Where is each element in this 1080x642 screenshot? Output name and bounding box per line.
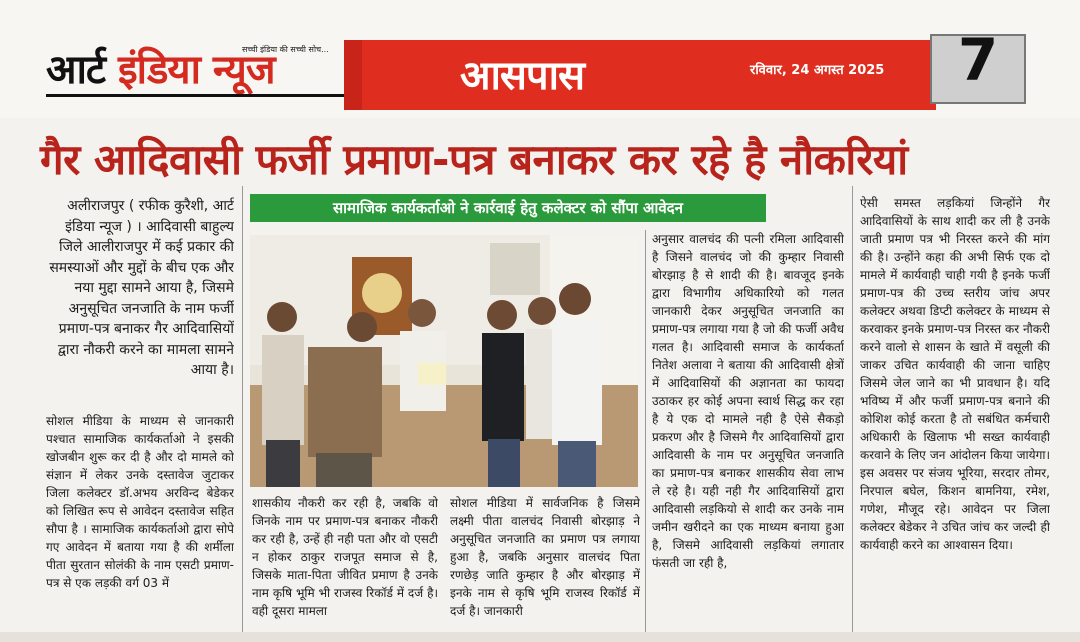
column-divider	[645, 230, 646, 640]
logo-word-art: आर्ट	[46, 47, 106, 93]
article-column-3: सोशल मीडिया में सार्वजनिक है जिसमे लक्ष्मी पीता वालचंद निवासी बोरझाड़ ने अनुसूचित जनजाति का प्रमाण पत्र लगाया हुआ है, जबकि अनुसार वालचंद पिता रणछेड़ जाति कुम्हार है और बोरझाड़ में इनके नाम से कृषि भूमि राजस्व रिकॉर्ड में दर्ज है। जानकारी	[450, 496, 640, 618]
article-column-1: सोशल मीडिया के माध्यम से जानकारी पश्चात सामाजिक कार्यकर्ताओ ने इसकी खोजबीन शुरू कर दी है और दो मामले को संज्ञान में लेकर उनके दस्तावेज जुटाकर जिला कलेक्टर डॉ.अभय अरविन्द बेडेकर को लिखित रूप से आवेदन दस्तावेज सहित सौपा है । सामाजिक कार्यकर्ताओ द्वारा सोपे गए आवेदन में बताया गया है की शर्मीला पीता सुरतान सोलंकी के नाम एसटी प्रमाण-पत्र से एक लड़की वर्ग 03 में	[46, 414, 234, 590]
newspaper-logo[interactable]	[46, 38, 346, 108]
article-subheadline: सामाजिक कार्यकर्ताओ ने कार्रवाई हेतु कलेक्टर को सौंपा आवेदन	[250, 194, 766, 222]
logo-word-india-news: इंडिया न्यूज	[117, 47, 275, 93]
article-lead: अलीराजपुर ( रफीक कुरैशी, आर्ट इंडिया न्यूज ) । आदिवासी बाहुल्य जिले आलीराजपुर में कई प्रकार की समस्याओं और मुद्दों के बीच एक और नया मुद्दा सामने आया है, जिसमे अनुसूचित जनजाति के नाम फर्जी प्रमाण-पत्र बनाकर गैर आदिवासियों द्वारा नौकरी करने का मामला सामने आया है।	[49, 198, 234, 378]
column-divider	[242, 186, 243, 640]
logo-tagline: सच्ची इंडिया की सच्ची सोच...	[242, 45, 329, 54]
column-divider	[852, 186, 853, 640]
issue-date: रविवार, 24 अगस्त 2025	[750, 63, 885, 78]
logo-title	[46, 40, 275, 95]
page-number: 7	[957, 26, 999, 94]
logo-underline	[46, 94, 346, 97]
section-banner-edge	[344, 40, 362, 110]
article-column-4: अनुसार वालचंद की पत्नी रमिला आदिवासी है जिसने वालचंद जो की कुम्हार निवासी बोरझाड़ है से शादी की है। बावजूद इनके द्वारा विभागीय अधिकारियो को गलत जानकारी देकर अनुसूचित जनजाति का प्रमाण-पत्र लगाया गया है जो की फर्जी अवैध गलत है। आदिवासी समाज के कार्यकर्ता नितेश अलावा ने बताया की आदिवासी क्षेत्रों में आदिवासियों की अज्ञानता का फायदा उठाकर हर कोई अपना स्वार्थ सिद्ध कर रहा है ये एक दो मामले नही है ऐसे सैकड़ो प्रकरण और है जिसमे गैर आदिवासियों द्वारा आदिवासी के नाम पर अनुसूचित जनजाति का प्रमाण-पत्र बनाकर शासकीय सेवा लाभ ले रहे है। यही नही गैर आदिवासियों द्वारा आदिवासी लड़कियो से शादी कर उनके नाम जमीन खरीदने का एक माध्यम बनाया हुआ है, जिसमे आदिवासी लड़कियां लगातार फंसती जा रही है,	[652, 232, 844, 570]
article-photo[interactable]	[250, 235, 638, 487]
wall-emblem	[362, 273, 402, 313]
photo-illustration	[250, 235, 638, 487]
section-title: आसपास	[460, 53, 585, 99]
article-column-2: शासकीय नौकरी कर रही है, जबकि वो जिनके नाम पर प्रमाण-पत्र बनाकर नौकरी कर रही है, उन्हें ही नही पता और वो एसटी न होकर ठाकुर राजपूत समाज से है, जिसके माता-पिता जीवित प्रमाण है उनके नाम कृषि भूमि भी राजस्व रिकॉर्ड में दर्ज है। वही दूसरा मामला	[252, 496, 438, 618]
article-column-5: ऐसी समस्त लड़कियां जिन्होंने गैर आदिवासियों के साथ शादी कर ली है उनके जाती प्रमाण पत्र भी निरस्त करने की मांग की है। उन्होंने कहा की अभी सिर्फ एक दो मामले में कार्यवाही चाही गयी है इनके फर्जी प्रमाण-पत्र की उच्च स्तरीय जांच अपर कलेक्टर अथवा डिप्टी कलेक्टर के माध्यम से करवाकर इनके प्रमाण-पत्र निरस्त कर नौकरी करने वालो से शासन के खाते में वसूली की जाकर उचित कार्यवाही की जाना चाहिए जिसमे जेल जाने का भी प्रावधान है। यदि भविष्य में और फर्जी प्रमाण-पत्र बनाने की कोशिश कोई करता है तो सबंधित कर्मचारी अधिकारी के खिलाफ भी सख्त कार्यवाही करवाने के लिए जन आंदोलन किया जायेगा। इस अवसर पर संजय भूरिया, सरदार तोमर, निरपाल बघेल, किशन बामनिया, रमेश, गणेश, मौजूद रहे। आवेदन पर जिला कलेक्टर बेडेकर ने उचित जांच कर जल्दी ही कार्यवाही करने का आश्वासन दिया।	[860, 196, 1050, 552]
page-bottom-strip	[0, 632, 1080, 642]
article-headline: गैर आदिवासी फर्जी प्रमाण-पत्र बनाकर कर रहे है नौकरियां	[40, 135, 908, 184]
